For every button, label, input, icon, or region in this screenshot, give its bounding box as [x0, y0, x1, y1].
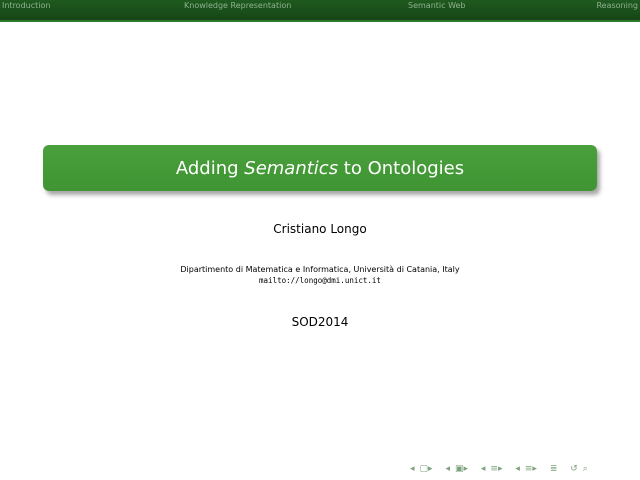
author-affiliation: Dipartimento di Matematica e Informatica, Università di Catania, Italy — [180, 265, 460, 274]
author-email[interactable]: mailto://longo@dmi.unict.it — [259, 276, 381, 285]
nav-section-knowledge-representation[interactable]: Knowledge Representation — [184, 1, 292, 10]
slide-prev-icon[interactable]: ◂ — [410, 464, 415, 474]
top-navigation-bar — [0, 0, 640, 22]
frame-prev-icon[interactable]: ◂ — [445, 464, 450, 474]
section-prev-icon[interactable]: ◂ — [515, 464, 520, 474]
undo-icon[interactable]: ↺ — [570, 464, 578, 474]
frame-next-icon[interactable]: ▣▸ — [454, 464, 468, 474]
subsection-prev-icon[interactable]: ◂ — [480, 464, 486, 474]
author-name: Cristiano Longo — [273, 222, 367, 236]
subsection-next-icon[interactable]: ≡▸ — [490, 464, 503, 474]
align-icon[interactable]: ≣ — [549, 464, 558, 474]
title-emphasis: Semantics — [244, 157, 339, 179]
title-block — [43, 145, 597, 191]
beamer-navigation-symbols — [410, 462, 593, 476]
title-part-1: Adding — [175, 157, 245, 179]
slide-next-icon[interactable]: ▢▸ — [419, 464, 433, 474]
nav-section-semantic-web[interactable]: Semantic Web — [408, 1, 466, 10]
search-icon[interactable]: ⌕ — [582, 464, 588, 474]
title-part-2: to Ontologies — [338, 157, 465, 179]
section-next-icon[interactable]: ≡▸ — [524, 464, 537, 474]
nav-section-reasoning[interactable]: Reasoning — [596, 1, 638, 10]
slide-title — [176, 158, 464, 179]
nav-section-introduction[interactable]: Introduction — [2, 1, 51, 10]
event-name: SOD2014 — [291, 315, 349, 329]
